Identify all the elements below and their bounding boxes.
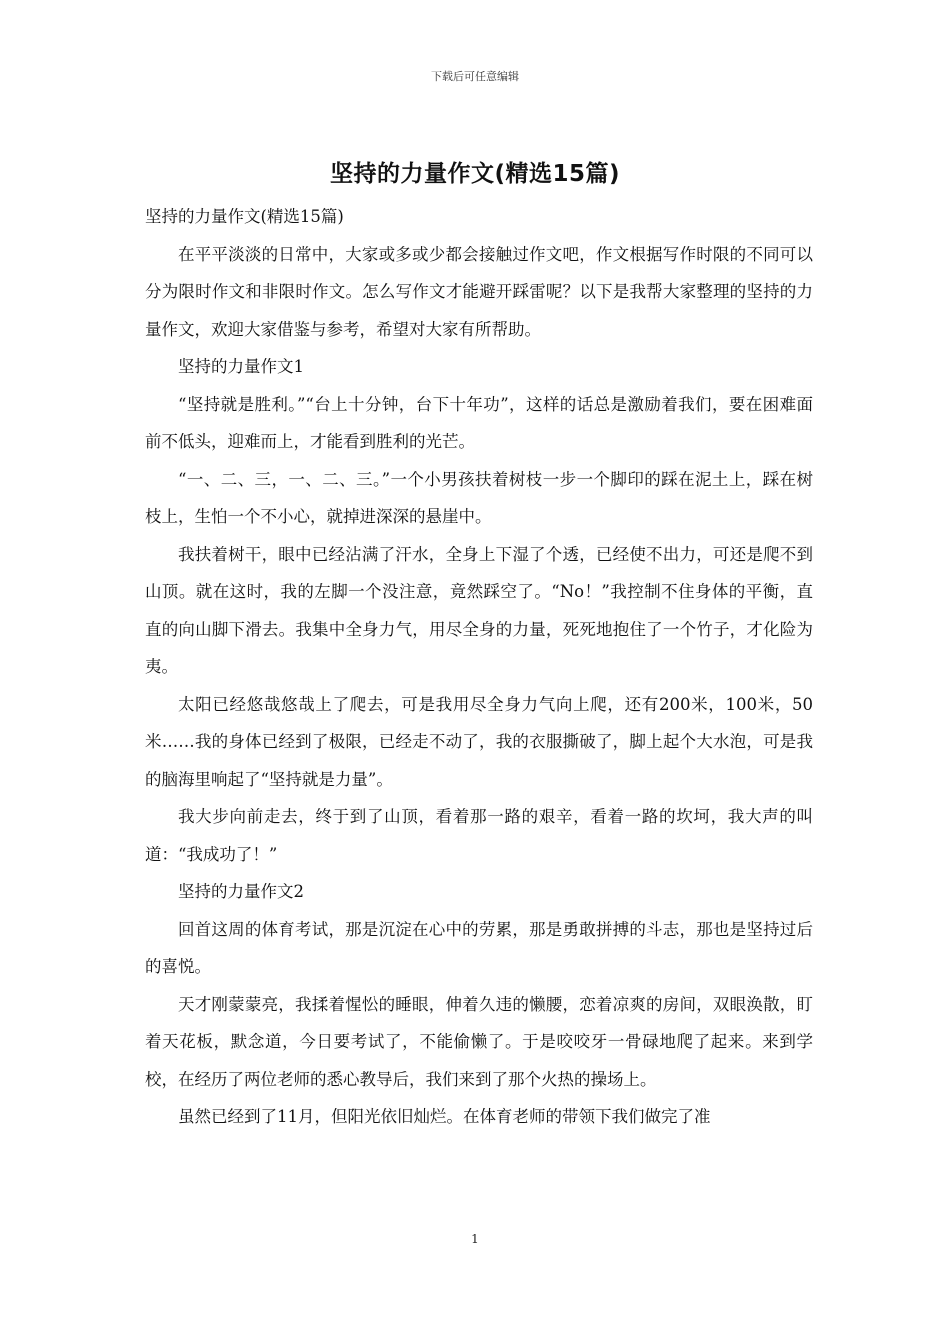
paragraph-intro: 在平平淡淡的日常中，大家或多或少都会接触过作文吧，作文根据写作时限的不同可以分为限时作文和非限时作文。怎么写作文才能避开踩雷呢？以下是我帮大家整理的坚持的力量作文，欢迎大家借鉴与参考，希望对大家有所帮助。 [145, 244, 813, 339]
paragraph-subtitle: 坚持的力量作文(精选15篇) [145, 207, 344, 226]
paragraph: 天才刚蒙蒙亮，我揉着惺忪的睡眼，伸着久违的懒腰，恋着凉爽的房间，双眼涣散，盯着天花板，默念道，今日要考试了，不能偷懒了。于是咬咬牙一骨碌地爬了起来。来到学校，在经历了两位老师的悉心教导后，我们来到了那个火热的操场上。 [145, 994, 813, 1089]
paragraph: 我大步向前走去，终于到了山顶，看着那一路的艰辛，看着一路的坎坷，我大声的叫道：“我成功了！” [145, 807, 813, 864]
paragraph: 太阳已经悠哉悠哉上了爬去，可是我用尽全身力气向上爬，还有200米，100米，50米……我的身体已经到了极限，已经走不动了，我的衣服撕破了，脚上起个大水泡，可是我的脑海里响起了“坚持就是力量”。 [145, 694, 813, 789]
document-title: 坚持的力量作文(精选15篇) [329, 161, 621, 187]
page-number: 1 [471, 1232, 479, 1246]
section-heading-essay-2: 坚持的力量作文2 [178, 882, 304, 901]
paragraph: “一、二、三，一、二、三。”一个小男孩扶着树枝一步一个脚印的踩在泥土上，踩在树枝上，生怕一个不小心，就掉进深深的悬崖中。 [145, 469, 813, 526]
document-body [145, 198, 813, 1136]
paragraph: 回首这周的体育考试，那是沉淀在心中的劳累，那是勇敢拼搏的斗志，那也是坚持过后的喜悦。 [145, 919, 813, 976]
paragraph: 虽然已经到了11月，但阳光依旧灿烂。在体育老师的带领下我们做完了准 [178, 1107, 711, 1126]
section-heading-essay-1: 坚持的力量作文1 [178, 357, 304, 376]
header-note: 下载后可任意编辑 [431, 70, 519, 83]
paragraph: 我扶着树干，眼中已经沾满了汗水，全身上下湿了个透，已经使不出力，可还是爬不到山顶。就在这时，我的左脚一个没注意，竟然踩空了。“No！”我控制不住身体的平衡，直直的向山脚下滑去。我集中全身力气，用尽全身的力量，死死地抱住了一个竹子，才化险为夷。 [145, 544, 813, 676]
paragraph: “坚持就是胜利。”“台上十分钟，台下十年功”，这样的话总是激励着我们，要在困难面前不低头，迎难而上，才能看到胜利的光芒。 [145, 394, 813, 451]
